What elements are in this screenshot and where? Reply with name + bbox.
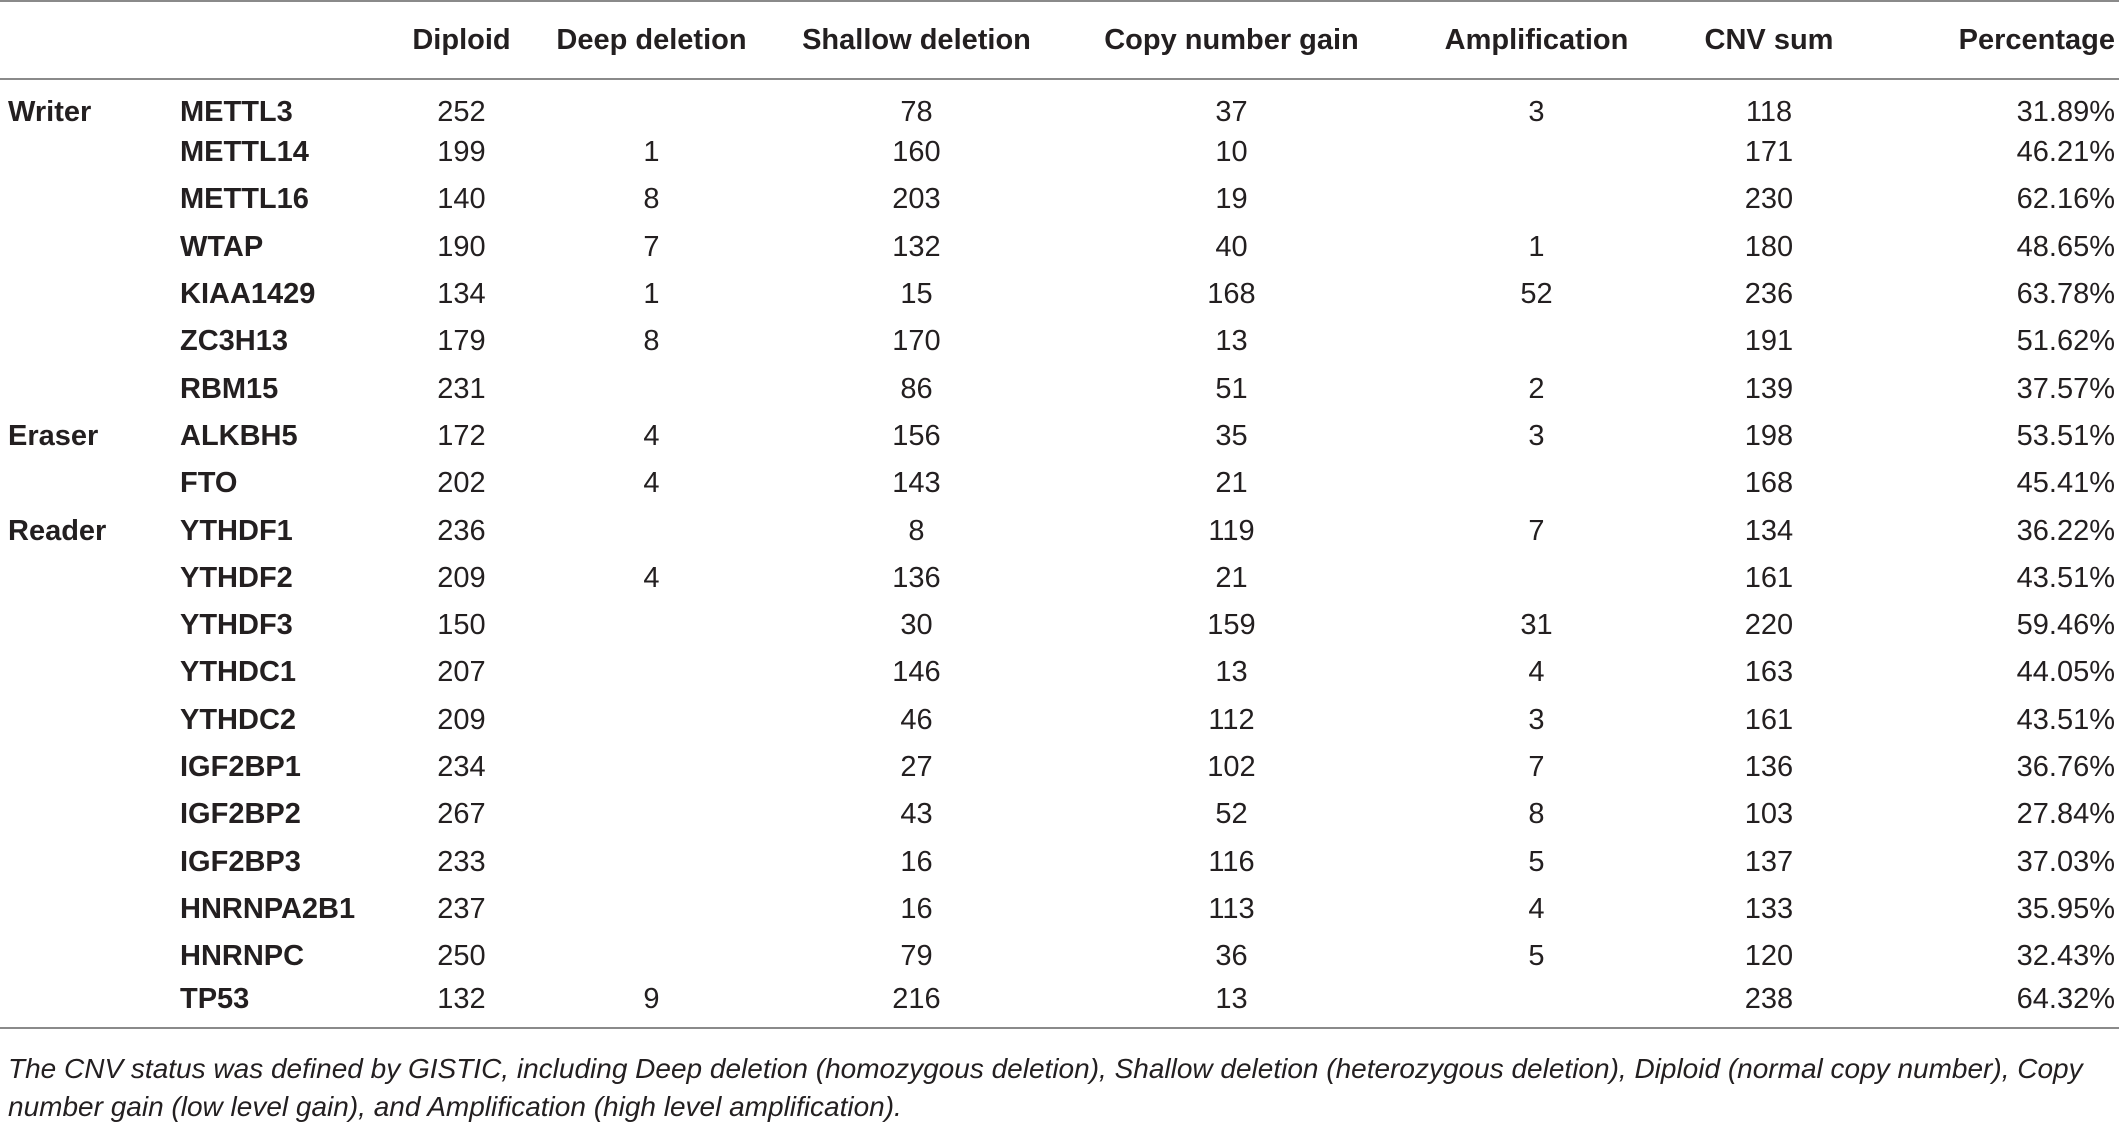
cell-deep-deletion [529,838,774,885]
cell-shallow-deletion: 136 [892,561,941,594]
cell-diploid: 132 [394,980,529,1027]
cell-amplification: 31 [1520,609,1553,642]
cell-deep-deletion: 9 [529,980,774,1027]
cell-shallow-deletion: 203 [892,183,941,216]
cell-category [0,318,172,365]
header-amplification: Amplification [1404,1,1669,79]
cell-diploid: 267 [437,798,486,831]
cell-deep-deletion: 4 [643,467,660,500]
cell-deep-deletion [529,697,774,744]
cell-category [0,744,172,791]
cell-diploid: 234 [437,751,486,783]
cell-amplification: 7 [1528,514,1545,547]
cell-copy-number-gain: 13 [1215,325,1248,358]
cell-diploid: 231 [437,372,486,405]
cell-copy-number-gain: 112 [1208,703,1255,736]
cell-deep-deletion [529,791,774,838]
cell-cnv-sum: 180 [1744,230,1794,263]
header-copy-number-gain: Copy number gain [1059,1,1404,79]
cell-copy-number-gain: 10 [1215,136,1248,169]
cell-shallow-deletion: 27 [900,751,933,783]
cell-gene: IGF2BP3 [180,845,301,878]
cell-deep-deletion [529,649,774,696]
cell-shallow-deletion: 156 [892,419,941,452]
cell-copy-number-gain: 13 [1215,656,1248,689]
cell-cnv-sum: 171 [1744,136,1794,169]
cell-cnv-sum: 163 [1744,656,1794,689]
cell-category [0,886,172,933]
cell-amplification [1404,176,1669,223]
table-row [0,79,2119,129]
cell-gene: ZC3H13 [180,325,288,358]
table-header-row [0,1,2119,79]
cell-cnv-sum: 236 [1744,278,1794,311]
cell-amplification: 3 [1528,419,1545,452]
cell-category [0,933,172,980]
cell-amplification: 1 [1528,230,1545,263]
cell-amplification [1404,980,1669,1027]
cell-cnv-sum: 161 [1744,703,1794,736]
cell-diploid: 237 [437,892,486,925]
cell-cnv-sum: 168 [1744,467,1794,500]
cell-cnv-sum: 120 [1744,940,1794,973]
cell-shallow-deletion: 30 [900,609,933,642]
cell-cnv-sum: 134 [1744,514,1794,547]
cell-copy-number-gain: 21 [1215,561,1248,594]
cell-shallow-deletion: 16 [900,845,933,878]
cell-percentage: 27.84% [2016,798,2115,831]
cell-shallow-deletion: 8 [908,514,925,547]
cell-cnv-sum: 103 [1744,798,1794,831]
cell-deep-deletion [529,79,774,129]
table-row [0,838,2119,885]
cell-amplification: 4 [1528,656,1545,689]
cell-percentage: 35.95% [2016,892,2115,925]
cell-percentage: 43.51% [2016,561,2115,594]
cell-cnv-sum: 139 [1744,372,1794,405]
cell-amplification: 8 [1528,798,1545,831]
cell-category [0,555,172,602]
cell-deep-deletion [529,507,774,554]
cell-shallow-deletion: 15 [900,278,933,311]
cell-category [0,649,172,696]
header-category [0,1,172,79]
cell-gene: KIAA1429 [180,278,316,311]
cell-category [0,697,172,744]
cell-percentage: 51.62% [2016,325,2115,358]
cell-amplification [1404,555,1669,602]
cell-diploid: 233 [437,845,486,878]
cell-copy-number-gain: 35 [1215,419,1248,452]
header-gene [172,1,394,79]
cell-deep-deletion: 1 [643,136,660,169]
cell-gene: TP53 [172,980,394,1027]
cell-gene: YTHDC1 [180,656,297,689]
cell-amplification: 5 [1528,845,1545,878]
header-deep-deletion: Deep deletion [529,1,774,79]
cell-diploid: 199 [437,136,486,169]
table-row [0,602,2119,649]
cell-gene: YTHDC2 [180,703,297,736]
cell-category [0,271,172,318]
cell-gene: YTHDF2 [180,561,293,594]
cell-amplification [1404,129,1669,176]
table-row [0,744,2119,791]
cell-gene: FTO [180,467,238,500]
cell-shallow-deletion: 160 [892,136,941,169]
cell-category [0,980,172,1027]
cell-percentage: 45.41% [2016,467,2115,500]
cell-shallow-deletion: 79 [900,940,933,973]
cell-deep-deletion: 8 [643,325,660,358]
cell-diploid: 179 [437,325,486,358]
cell-amplification: 52 [1520,278,1553,311]
cell-deep-deletion: 4 [643,419,660,452]
cell-diploid: 236 [437,514,486,547]
cell-deep-deletion: 8 [643,183,660,216]
cell-shallow-deletion: 78 [900,96,933,128]
cell-deep-deletion [529,744,774,791]
cell-percentage: 62.16% [2016,183,2115,216]
cell-copy-number-gain: 116 [1208,845,1255,878]
cell-percentage: 31.89% [2016,96,2115,128]
cell-gene: WTAP [180,230,264,263]
cell-category [0,460,172,507]
cell-category [0,224,172,271]
cell-gene: HNRNPA2B1 [180,892,356,925]
cell-category [0,176,172,223]
cell-amplification: 5 [1528,940,1545,973]
cell-deep-deletion: 1 [643,278,660,311]
table-row [0,791,2119,838]
table-row [0,460,2119,507]
cell-shallow-deletion: 16 [900,892,933,925]
header-diploid: Diploid [394,1,529,79]
cell-gene: METTL3 [180,96,293,128]
cell-category [0,838,172,885]
cell-copy-number-gain: 102 [1207,751,1256,783]
table-row [0,697,2119,744]
cell-copy-number-gain: 40 [1215,230,1248,263]
cell-shallow-deletion: 43 [900,798,933,831]
header-cnv-sum: CNV sum [1669,1,1869,79]
table-row [0,886,2119,933]
table-body [0,79,2119,1028]
table-row [0,271,2119,318]
cell-copy-number-gain: 168 [1207,278,1256,311]
cell-cnv-sum: 136 [1744,751,1794,783]
cell-deep-deletion: 7 [643,230,660,263]
cell-percentage: 37.03% [2016,845,2115,878]
cell-category: Writer [8,96,92,128]
cell-amplification: 2 [1528,372,1545,405]
cell-shallow-deletion: 132 [892,230,941,263]
cell-amplification: 4 [1528,892,1545,925]
cell-diploid: 252 [437,96,486,128]
cell-copy-number-gain: 36 [1215,940,1248,973]
cell-diploid: 190 [437,230,486,263]
cell-diploid: 150 [437,609,486,642]
cell-diploid: 209 [437,703,486,736]
cell-percentage: 53.51% [2016,419,2115,452]
cell-percentage: 36.76% [2016,751,2115,783]
cell-percentage: 37.57% [2016,372,2115,405]
cell-amplification: 3 [1528,703,1545,736]
cell-percentage: 43.51% [2016,703,2115,736]
cell-percentage: 64.32% [1869,980,2119,1027]
cell-copy-number-gain: 159 [1207,609,1256,642]
cell-deep-deletion [529,365,774,412]
cell-diploid: 172 [437,419,486,452]
cell-cnv-sum: 220 [1744,609,1794,642]
cell-percentage: 46.21% [2016,136,2115,169]
cell-deep-deletion [529,933,774,980]
cell-shallow-deletion: 46 [900,703,933,736]
cell-amplification: 7 [1528,751,1545,783]
cell-cnv-sum: 118 [1745,96,1793,128]
cell-shallow-deletion: 216 [774,980,1059,1027]
cell-amplification [1404,318,1669,365]
cell-cnv-sum: 191 [1744,325,1794,358]
table-row [0,365,2119,412]
table-footnote: The CNV status was defined by GISTIC, including Deep deletion (homozygous deletion), Shallow deletion (heterozygous deletion), Diploid (normal copy number), Copy number gain (low level gain), and Amplification (high level amplification). [8,1053,2083,1122]
table-row [0,413,2119,460]
table-row [0,933,2119,980]
cell-diploid: 250 [437,940,486,973]
cell-gene: METTL16 [180,183,309,216]
cell-copy-number-gain: 21 [1215,467,1248,500]
cell-diploid: 140 [437,183,486,216]
table-row [0,507,2119,554]
cell-cnv-sum: 198 [1744,419,1794,452]
cell-deep-deletion [529,602,774,649]
cell-gene: RBM15 [180,372,279,405]
cell-deep-deletion: 4 [643,561,660,594]
cell-cnv-sum: 137 [1744,845,1794,878]
cell-cnv-sum: 133 [1744,892,1794,925]
cell-category: Eraser [8,419,99,452]
cell-amplification [1404,460,1669,507]
cell-gene: YTHDF1 [180,514,293,547]
cell-percentage: 48.65% [2016,230,2115,263]
table-row [0,129,2119,176]
cell-gene: METTL14 [180,136,309,169]
cell-copy-number-gain: 51 [1215,372,1248,405]
cell-copy-number-gain: 19 [1215,183,1248,216]
table-row [0,224,2119,271]
cell-shallow-deletion: 143 [892,467,941,500]
cell-amplification: 3 [1528,96,1545,128]
cell-shallow-deletion: 170 [892,325,941,358]
cell-percentage: 59.46% [2016,609,2115,642]
cell-shallow-deletion: 146 [892,656,941,689]
cell-gene: ALKBH5 [180,419,298,452]
cell-category [0,791,172,838]
cell-diploid: 134 [437,278,486,311]
header-shallow-deletion: Shallow deletion [774,1,1059,79]
cell-percentage: 36.22% [2016,514,2115,547]
cell-gene: YTHDF3 [180,609,293,642]
table-row [0,649,2119,696]
cell-copy-number-gain: 119 [1208,514,1255,547]
table-row [0,555,2119,602]
cell-gene: IGF2BP1 [180,751,301,783]
table-row [0,318,2119,365]
cell-category [0,602,172,649]
cell-percentage: 32.43% [2016,940,2115,973]
header-percentage: Percentage [1869,1,2119,79]
cell-cnv-sum: 238 [1669,980,1869,1027]
cell-shallow-deletion: 86 [900,372,933,405]
table-row [0,176,2119,223]
cell-category [0,129,172,176]
cell-deep-deletion [529,886,774,933]
cell-percentage: 63.78% [2016,278,2115,311]
cell-cnv-sum: 161 [1744,561,1794,594]
cell-copy-number-gain: 37 [1215,96,1248,128]
cell-cnv-sum: 230 [1744,183,1794,216]
cell-diploid: 207 [437,656,486,689]
cell-copy-number-gain: 52 [1215,798,1248,831]
cell-gene: HNRNPC [180,940,305,973]
cell-category: Reader [8,514,107,547]
cell-diploid: 209 [437,561,486,594]
cell-diploid: 202 [437,467,486,500]
cell-percentage: 44.05% [2016,656,2115,689]
cell-gene: IGF2BP2 [180,798,301,831]
table-row [0,980,2119,1027]
cell-copy-number-gain: 113 [1208,892,1255,925]
cell-copy-number-gain: 13 [1059,980,1404,1027]
cell-category [0,365,172,412]
